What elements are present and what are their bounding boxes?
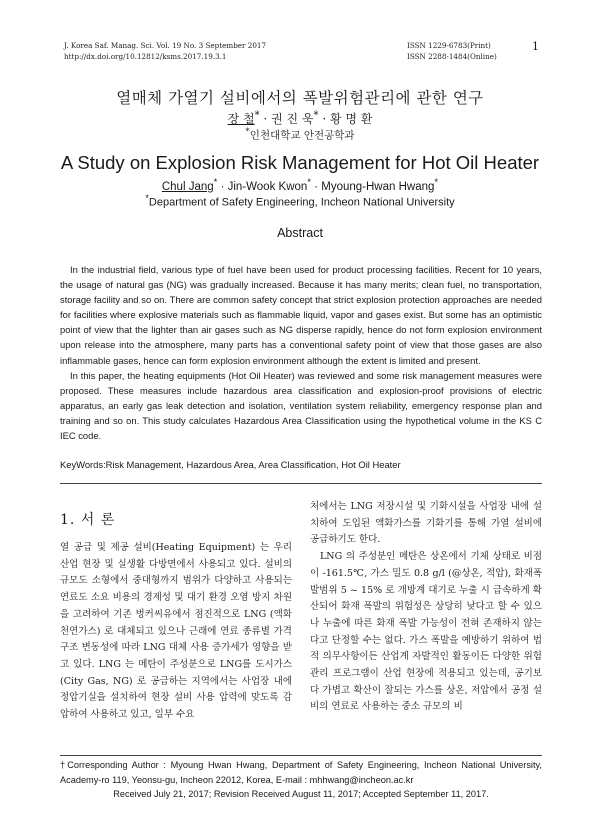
received-dates: Received July 21, 2017; Revision Received August 11, 2017; Accepted September 11, 2017. <box>113 789 489 799</box>
body-column-left <box>60 540 292 724</box>
issn-print: ISSN 1229-6783(Print) <box>407 41 491 50</box>
korean-author-1: 장 철 <box>227 112 255 126</box>
korean-authors <box>0 110 600 127</box>
english-affiliation-mark: * <box>145 193 149 203</box>
section-heading-introduction: 1. 서 론 <box>60 512 116 528</box>
page-number: 1 <box>532 40 539 53</box>
english-author-3: · Myoung-Hwan Hwang <box>311 180 435 193</box>
english-author-1: Chul Jang <box>161 180 214 193</box>
english-author-1-mark: * <box>213 177 218 188</box>
english-author-2: · Jin-Wook Kwon <box>217 180 308 193</box>
keywords: KeyWords:Risk Management, Hazardous Area, Area Classification, Hot Oil Heater <box>60 459 401 470</box>
abstract-paragraph-2: In this paper, the heating equipments (Hot Oil Heater) was reviewed and some risk management measures were proposed. These measures include hazardous area classification and explosion-proof provisions of electric apparatus, an early gas leak detection and isolation, ventilation system reliability, emergency response plan and training and so on. This study calculates Hazardous Area Classification using the hypothetical volume in the KS C IEC code. <box>60 369 542 442</box>
korean-title: 열매체 가열기 설비에서의 폭발위험관리에 관한 연구 <box>116 89 484 107</box>
intro-paragraph-2: LNG 의 주성분인 메탄은 상온에서 기체 상태로 비점이 -161.5℃, 가스 밀도 0.8 g/l (@상온, 적압), 화재폭발범위 5 ~ 15% 로 개방계 대기로 누출 시 급속하게 확산되어 화재 폭발의 위험성은 상당히 낮다고 할 수 있으나 누출에 따른 화재 폭발 가능성이 전혀 존재하지 않는다고 단정할 수는 없다. 가스 폭발을 예방하기 위하여 법적 의무사항이든 산업계 자발적인 활동이든 다양한 위험관리 프로그램이 산업 현장에 적용되고 있는데, 공기보다 가볍고 확산이 잘되는 가스를 상온, 저압에서 공정 설비의 연료로 사용하는 중소 규모의 비 <box>310 551 542 713</box>
footnote <box>60 758 542 802</box>
abstract-divider <box>60 483 542 484</box>
korean-author-1-mark: * <box>254 110 260 121</box>
english-author-3-mark: * <box>434 177 439 188</box>
english-author-2-mark: * <box>307 177 312 188</box>
intro-paragraph-1: 열 공급 및 제공 설비(Heating Equipment) 는 우리 산업 현장 및 실생활 다방면에서 사용되고 있다. 설비의 규모도 소형에서 중대형까지 범위가 다양하고 사용되는 연료도 소요 비용의 경제성 및 대기 환경 오염 방지 차원을 고려하여 기존 벙커씨유에서 점진적으로 LNG (액화천연가스) 로 대체되고 있으나 근래에 연료 종류별 가격구조 변동성에 따라 LNG 대체 사용 증가세가 영향을 받고 있다. LNG 는 메탄이 주성분으로 LNG를 도시가스(City Gas, NG) 로 공급하는 지역에서는 사업장 내에 정압기실을 설치하여 현장 설비 사용 압력에 맞도록 감압하여 사용하고 있고, 일부 수요 <box>60 542 292 721</box>
korean-affiliation-mark: * <box>245 127 250 137</box>
corresponding-author: †Corresponding Author : Myoung Hwan Hwang, Department of Safety Engineering, Incheon National University, Academy-ro 119, Yeonsu-gu, Incheon 22012, Korea, E-mail : mhhwang@incheon.ac.kr <box>60 760 542 785</box>
issn-online: ISSN 2288-1484(Online) <box>407 52 497 61</box>
abstract-heading: Abstract <box>277 226 323 240</box>
body-column-right <box>310 499 542 716</box>
issn-block <box>407 40 497 62</box>
korean-affiliation-text: 인천대학교 안전공학과 <box>249 129 355 142</box>
english-affiliation <box>0 193 600 209</box>
korean-author-2: · 권 진 욱 <box>263 112 314 126</box>
abstract-body <box>60 262 542 443</box>
korean-author-3: · 황 명 환 <box>322 112 373 126</box>
journal-header <box>64 40 266 62</box>
english-authors <box>0 177 600 193</box>
korean-author-2-mark: * <box>313 110 319 121</box>
korean-affiliation <box>0 127 600 143</box>
english-title: A Study on Explosion Risk Management for Hot Oil Heater <box>60 152 540 173</box>
english-affiliation-text: Department of Safety Engineering, Incheon National University <box>148 196 455 209</box>
footnote-divider <box>60 755 542 756</box>
doi-link[interactable]: http://dx.doi.org/10.12812/ksms.2017.19.3.1 <box>64 52 227 61</box>
journal-citation: J. Korea Saf. Manag. Sci. Vol. 19 No. 3 September 2017 <box>64 41 267 50</box>
intro-paragraph-1-cont: 처에서는 LNG 저장시설 및 기화시설을 사업장 내에 설치하여 도입된 액화가스를 기화기를 통해 가열 설비에 공급하기도 한다. <box>310 501 542 546</box>
abstract-paragraph-1: In the industrial field, various type of fuel have been used for product processing facilities. Recent for 10 years, the usage of natural gas (NG) was gradually increased. Because it has many merits; clean fuel, no transportation, storage facility and so on. There are common safety concept that strict explosion protection approaches are needed for facilities where explosive materials such as flammable liquid, vapor and gases exist. But some has an optimistic point of view that the lighter than air gases such as NG disperse rapidly, hence do not form explosion environment upon release into the atmosphere, many parts has a conventional safety point of view that those gases are also inflammable gases, hence can form explosion environment although the extent is limited and present. <box>60 264 542 366</box>
